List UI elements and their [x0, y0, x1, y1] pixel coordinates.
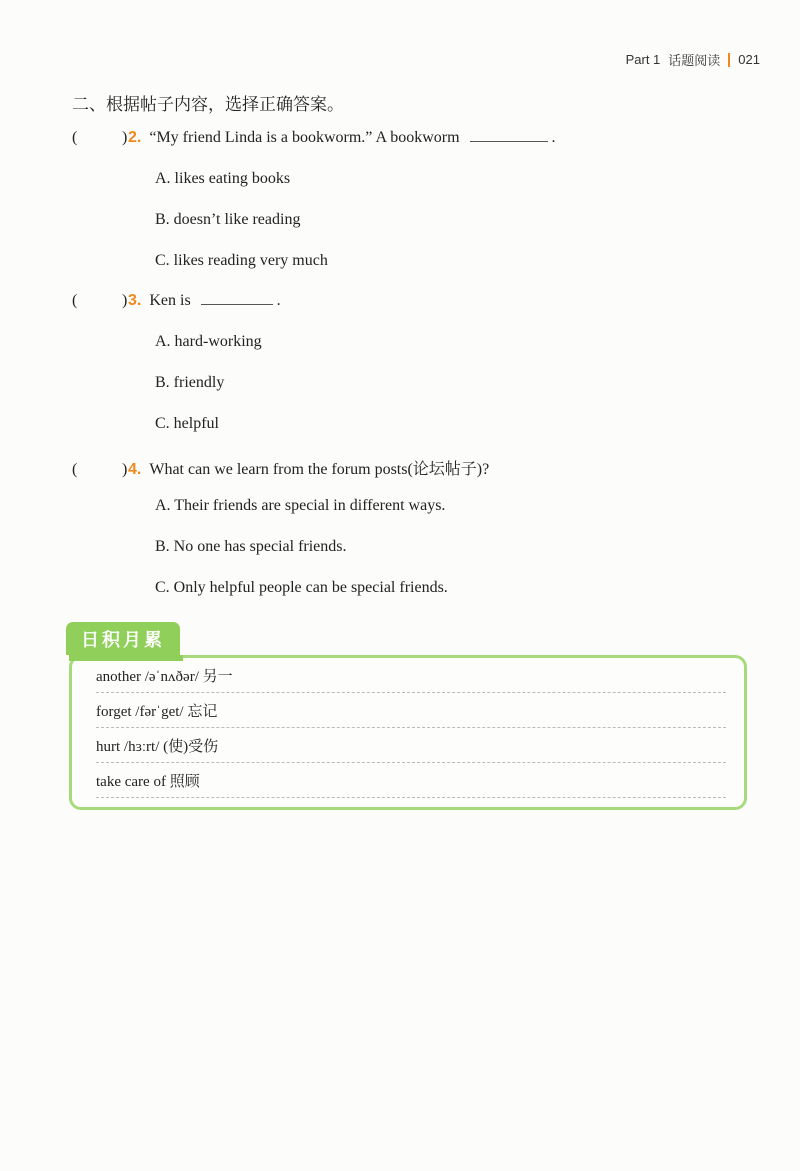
vocab-title-tab: 日积月累 [66, 622, 180, 655]
option-c: C. Only helpful people can be special friends. [155, 579, 448, 596]
question-stem-end: . [551, 129, 556, 146]
question-2 [72, 129, 752, 147]
answer-paren-open: ( [72, 461, 78, 478]
question-number: 4. [128, 461, 142, 478]
option-b: B. doesn’t like reading [155, 211, 301, 228]
answer-blank [470, 140, 548, 142]
section-label: 话题阅读 [668, 53, 721, 68]
vocab-box [69, 655, 747, 810]
answer-paren-close: ) [122, 292, 128, 309]
question-number: 3. [128, 292, 142, 309]
answer-paren-close: ) [122, 461, 128, 478]
answer-paren-open: ( [72, 292, 78, 309]
page-header [626, 50, 760, 69]
answer-paren-close: ) [122, 129, 128, 146]
page-number: 021 [738, 52, 760, 67]
option-c: C. helpful [155, 415, 219, 432]
option-a: A. Their friends are special in different ways. [155, 497, 446, 514]
option-c: C. likes reading very much [155, 252, 328, 269]
part-label: Part 1 [625, 52, 661, 67]
option-b: B. No one has special friends. [155, 538, 347, 555]
question-stem: Ken is [149, 292, 191, 309]
vocab-entry: take care of 照顾 [96, 763, 726, 798]
section-title: 二、根据帖子内容，选择正确答案。 [72, 95, 344, 115]
question-stem: “My friend Linda is a bookworm.” A bookworm [149, 129, 460, 146]
answer-blank [201, 303, 273, 305]
option-b: B. friendly [155, 374, 225, 391]
vocab-entry: hurt /hɜːrt/ (使)受伤 [96, 728, 726, 763]
question-stem: What can we learn from the forum posts(论坛帖子)? [149, 461, 490, 478]
question-stem-end: . [276, 292, 281, 309]
vocab-entry: forget /fərˈget/ 忘记 [96, 693, 726, 728]
question-4 [72, 456, 752, 479]
question-3 [72, 292, 752, 310]
answer-paren-open: ( [72, 129, 78, 146]
option-a: A. hard-working [155, 333, 262, 350]
header-divider [728, 53, 730, 67]
option-a: A. likes eating books [155, 170, 291, 187]
vocab-entry: another /əˈnʌðər/ 另一 [96, 658, 726, 693]
question-number: 2. [128, 129, 142, 146]
